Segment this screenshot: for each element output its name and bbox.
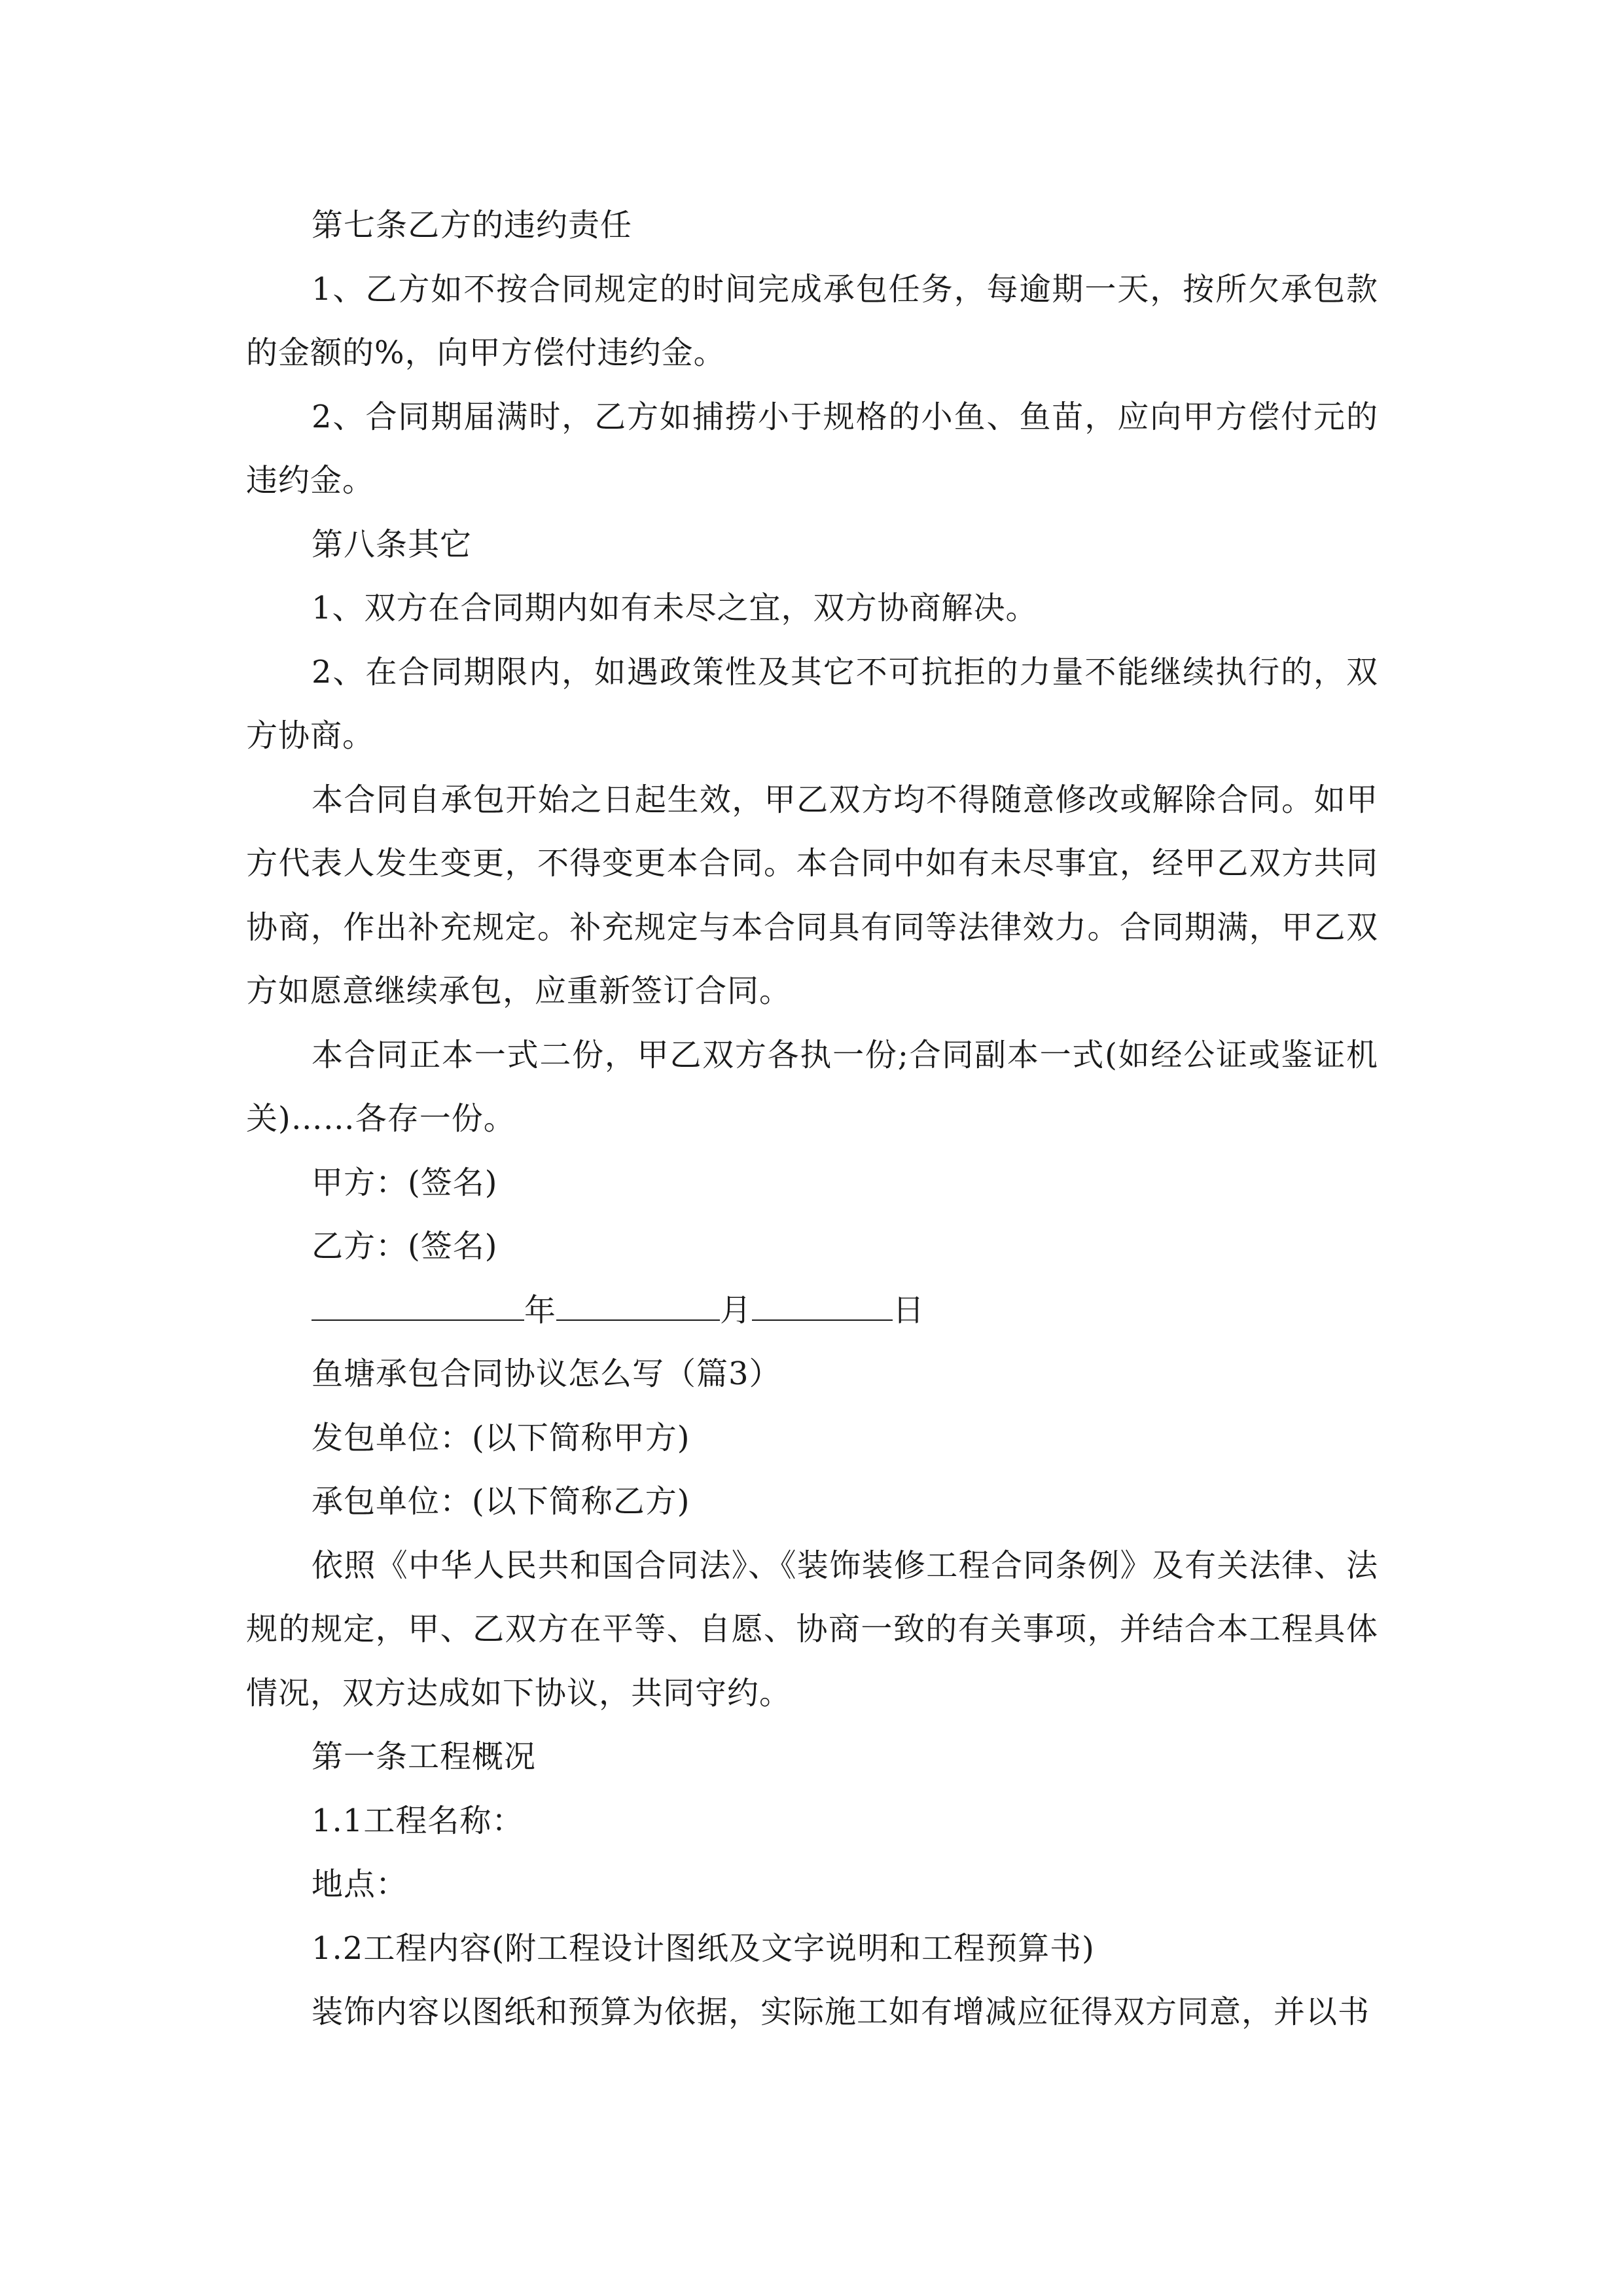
day-blank <box>752 1280 893 1321</box>
day-label: 日 <box>893 1291 925 1329</box>
year-label: 年 <box>524 1291 557 1329</box>
article-8-heading: 第八条其它 <box>312 526 473 563</box>
month-label: 月 <box>720 1291 753 1329</box>
article-1-heading: 第一条工程概况 <box>312 1738 537 1775</box>
project-name-line: 1.1工程名称： <box>312 1802 524 1839</box>
month-blank <box>556 1280 720 1321</box>
contracting-unit-line: 发包单位：(以下简称甲方) <box>312 1419 690 1456</box>
contractor-unit-line: 承包单位：(以下简称乙方) <box>312 1483 690 1520</box>
article-8-clause-2: 2、在合同期限内，如遇政策性及其它不可抗拒的力量不能继续执行的，双方协商。 <box>246 653 1378 754</box>
article-7-heading: 第七条乙方的违约责任 <box>312 207 633 243</box>
date-line <box>246 1279 1378 1343</box>
section-title-part-3: 鱼塘承包合同协议怎么写（篇3） <box>312 1355 781 1392</box>
document-body <box>246 194 1378 2045</box>
effectiveness-paragraph: 本合同自承包开始之日起生效，甲乙双方均不得随意修改或解除合同。如甲方代表人发生变更，不得变更本合同。本合同中如有未尽事宜，经甲乙双方共同协商，作出补充规定。补充规定与本合同具有同等法律效力。合同期满，甲乙双方如愿意继续承包，应重新签订合同。 <box>246 781 1378 1009</box>
legal-basis-paragraph: 依照《中华人民共和国合同法》、《装饰装修工程合同条例》及有关法律、法规的规定，甲、乙双方在平等、自愿、协商一致的有关事项，并结合本工程具体情况，双方达成如下协议，共同守约。 <box>246 1547 1378 1712</box>
party-a-signature-line: 甲方：(签名) <box>312 1164 498 1201</box>
project-content-line: 1.2工程内容(附工程设计图纸及文字说明和工程预算书) <box>312 1929 1095 1967</box>
article-7-clause-1: 1、乙方如不按合同规定的时间完成承包任务，每逾期一天，按所欠承包款的金额的%，向甲方偿付违约金。 <box>246 270 1378 371</box>
copies-paragraph: 本合同正本一式二份，甲乙双方各执一份;合同副本一式(如经公证或鉴证机关)……各存一份。 <box>246 1036 1378 1137</box>
article-7-clause-2: 2、合同期届满时，乙方如捕捞小于规格的小鱼、鱼苗，应向甲方偿付元的违约金。 <box>246 398 1378 499</box>
article-8-clause-1: 1、双方在合同期内如有未尽之宜，双方协商解决。 <box>312 590 1038 626</box>
project-location-line: 地点： <box>312 1866 408 1903</box>
decoration-content-paragraph: 装饰内容以图纸和预算为依据，实际施工如有增减应征得双方同意，并以书 <box>312 1994 1370 2030</box>
party-b-signature-line: 乙方：(签名) <box>312 1228 498 1265</box>
year-blank <box>312 1280 524 1321</box>
